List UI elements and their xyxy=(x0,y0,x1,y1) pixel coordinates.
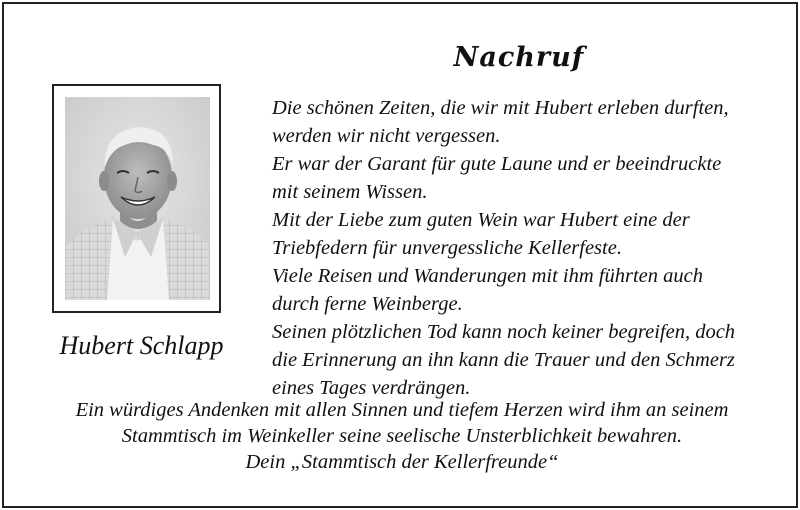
poem-line: Die schönen Zeiten, die wir mit Hubert erleben durften, xyxy=(272,97,729,119)
closing-line: Stammtisch im Weinkeller seine seelische Unsterblichkeit bewahren. xyxy=(121,425,683,447)
poem-line: Er war der Garant für gute Laune und er beeindruckte xyxy=(272,153,722,175)
poem-line: die Erinnerung an ihn kann die Trauer und den Schmerz xyxy=(272,349,735,371)
poem-line: durch ferne Weinberge. xyxy=(272,293,463,315)
deceased-name: Hubert Schlapp xyxy=(59,331,224,360)
poem-line: Seinen plötzlichen Tod kann noch keiner begreifen, doch xyxy=(272,321,736,343)
notice-title: Nachruf xyxy=(453,42,585,73)
closing-text xyxy=(4,397,800,475)
poem-line: Triebfedern für unvergessliche Kellerfeste. xyxy=(272,237,622,259)
closing-line: Ein würdiges Andenken mit allen Sinnen und tiefem Herzen wird ihm an seinem xyxy=(75,399,729,421)
obituary-notice xyxy=(2,2,798,508)
poem-text xyxy=(272,94,782,402)
portrait-photo xyxy=(65,97,210,300)
poem-line: werden wir nicht vergessen. xyxy=(272,125,501,147)
photo-frame xyxy=(52,84,221,313)
poem-line: eines Tages verdrängen. xyxy=(272,377,471,399)
poem-line: mit seinem Wissen. xyxy=(272,181,428,203)
poem-line: Viele Reisen und Wanderungen mit ihm führten auch xyxy=(272,265,703,287)
poem-line: Mit der Liebe zum guten Wein war Hubert eine der xyxy=(272,209,690,231)
closing-signature: Dein „Stammtisch der Kellerfreunde“ xyxy=(245,451,559,473)
